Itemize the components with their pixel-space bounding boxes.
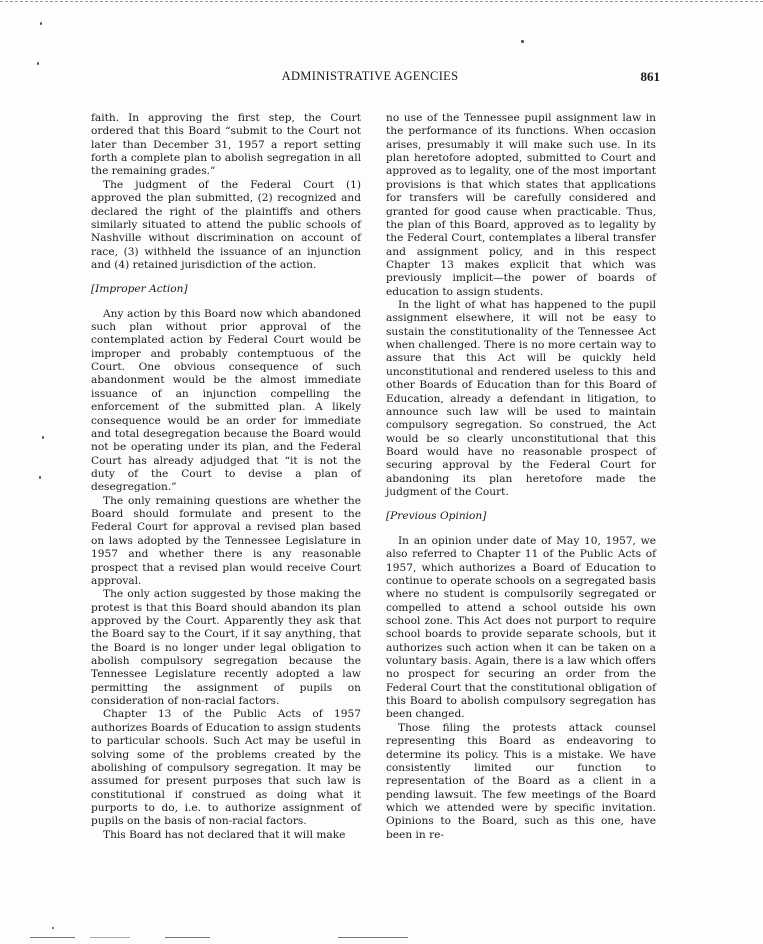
paragraph: The judgment of the Federal Court (1) approved the plan submitted, (2) recognized and declared the right of the plaintiffs and others similarly situated to attend the public schools of Nashville without discrimination on account of race, (3) withheld the issuance of an injunction and (4) retained jurisdiction of the action. — [91, 178, 361, 271]
section-subheading: [Improper Action] — [91, 283, 188, 296]
paragraph: no use of the Tennessee pupil assignment law in the performance of its functions. When occasion arises, presumably it will make such use. In its plan heretofore adopted, submitted to Court and approved as to legality, one of the most important provisions is that which states that applications for transfers will be carefully considered and granted for good cause when practicable. Thus, the plan of this Board, approved as to legality by the Federal Court, contemplates a liberal transfer and assignment policy, and in this respect Chapter 13 makes explicit that which was previously implicit—the power of boards of education to assign students. — [386, 112, 656, 298]
section-subheading: [Previous Opinion] — [386, 510, 487, 523]
scan-artifact — [165, 937, 210, 938]
left-column — [91, 112, 361, 842]
page-header — [80, 69, 660, 85]
scan-artifact — [90, 937, 130, 938]
top-border-rule — [0, 1, 763, 2]
margin-speck — [40, 22, 42, 25]
paragraph: Any action by this Board now which abandoned such plan without prior approval of the contemplated action by Federal Court would be improper and probably contemptuous of the Court. One obvious consequence of such abandonment would be the almost immediate issuance of an injunction compelling the enforcement of the submitted plan. A likely consequence would be an order for immediate and total desegregation because the Board would not be operating under its plan, and the Federal Court has already adjudged that “it is not the duty of the Court to devise a plan of desegregation.” — [91, 307, 361, 494]
margin-speck — [52, 927, 54, 929]
scan-artifact — [338, 937, 408, 938]
paragraph: In the light of what has happened to the pupil assignment elsewhere, it will not be easy to sustain the constitutionality of the Tennessee Act when challenged. There is no more certain way to assure that this Act will be quickly held unconstitutional and rendered useless to this and other Boards of Education than for this Board of Education, already a defendant in litigation, to announce such law will be used to maintain compulsory segregation. So construed, the Act would be so clearly unconstitutional that this Board would have no reasonable prospect of securing approval by the Federal Court for abandoning its plan heretofore made the judgment of the Court. — [386, 299, 656, 499]
scan-artifact — [30, 937, 75, 938]
paragraph: Chapter 13 of the Public Acts of 1957 authorizes Boards of Education to assign students to particular schools. Such Act may be useful in solving some of the problems created by the abolishing of compulsory segregation. It may be assumed for present purposes that such law is constitutional if construed as doing what it purports to do, i.e. to authorize assignment of pupils on the basis of non-racial factors. — [91, 708, 361, 828]
margin-speck — [39, 476, 41, 479]
margin-speck — [37, 62, 39, 65]
running-head: ADMINISTRATIVE AGENCIES — [281, 69, 459, 83]
margin-speck — [521, 40, 524, 43]
page-number: 861 — [640, 69, 660, 84]
paragraph: Those filing the protests attack counsel representing this Board as endeavoring to determine its policy. This is a mistake. We have consistently limited our function to representation of the Board as a client in a pending lawsuit. The few meetings of the Board which we attended were by specific invitation. Opinions to the Board, such as this one, have been in re- — [386, 721, 656, 841]
right-column — [386, 112, 656, 842]
paragraph: The only action suggested by those making the protest is that this Board should abandon its plan approved by the Court. Apparently they ask that the Board say to the Court, if it say anything, that the Board is no longer under legal obligation to abolish compulsory segregation because the Tennessee Legislature recently adopted a law permitting the assignment of pupils on consideration of non-racial factors. — [91, 588, 361, 708]
margin-speck — [42, 436, 44, 439]
paragraph: faith. In approving the first step, the Court ordered that this Board “submit to the Court not later than December 31, 1957 a report setting forth a complete plan to abolish segregation in all the remaining grades.” — [91, 112, 361, 178]
paragraph: The only remaining questions are whether the Board should formulate and present to the Federal Court for approval a revised plan based on laws adopted by the Tennessee Legislature in 1957 and whether there is any reasonable prospect that a revised plan would receive Court approval. — [91, 494, 361, 587]
paragraph: This Board has not declared that it will make — [103, 828, 346, 841]
paragraph: In an opinion under date of May 10, 1957, we also referred to Chapter 11 of the Public Acts of 1957, which authorizes a Board of Education to continue to operate schools on a segregated basis where no student is compulsorily segregated or compelled to attend a school outside his own school zone. This Act does not purport to require school boards to provide separate schools, but it authorizes such action when it can be taken on a voluntary basis. Again, there is a law which offers no prospect for securing an order from the Federal Court that the constitutional obligation of this Board to abolish compulsory segregation has been changed. — [386, 534, 656, 721]
